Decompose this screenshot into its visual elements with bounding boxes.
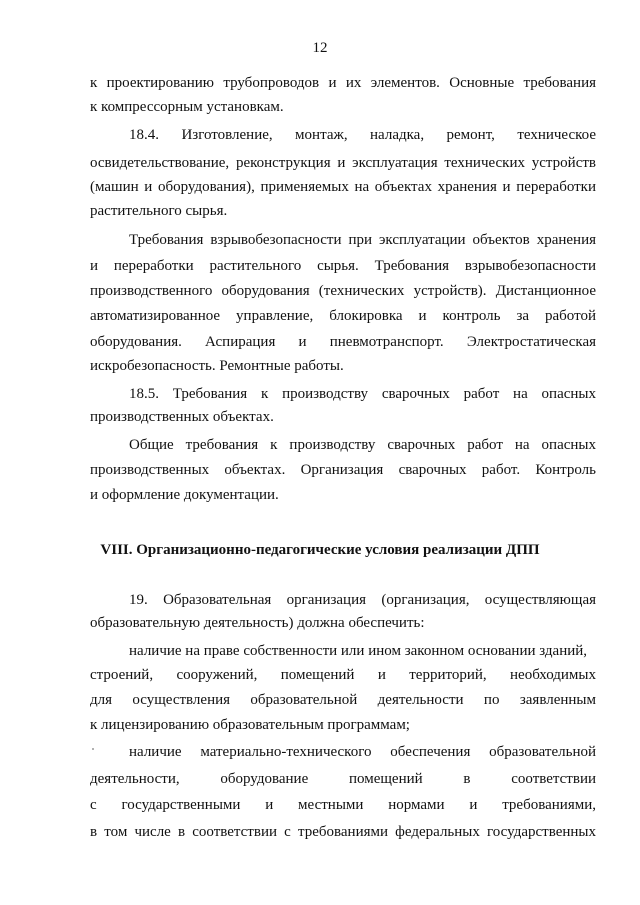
paragraph-line: к лицензированию образовательным программам; xyxy=(90,717,410,733)
paragraph-line: образовательную деятельность) должна обеспечить: xyxy=(90,615,425,631)
paragraph-line: производственных объектах. xyxy=(90,409,274,425)
paragraph-line: к проектированию трубопроводов и их элементов. Основные требования xyxy=(90,75,596,91)
paragraph-line: в том числе в соответствии с требованиями федеральных государственных xyxy=(90,824,596,840)
paragraph-line: строений, сооружений, помещений и территорий, необходимых xyxy=(90,667,596,683)
paragraph-line: наличие материально-технического обеспечения образовательной xyxy=(129,744,596,760)
paragraph-line: Общие требования к производству сварочных работ на опасных xyxy=(129,437,596,453)
paragraph-line: оборудования. Аспирация и пневмотранспорт. Электростатическая xyxy=(90,334,596,350)
paragraph-line: к компрессорным установкам. xyxy=(90,99,284,115)
paragraph-line: автоматизированное управление, блокировка и контроль за работой xyxy=(90,308,596,324)
paragraph-line: 18.5. Требования к производству сварочных работ на опасных xyxy=(129,386,596,402)
page-number: 12 xyxy=(312,40,328,56)
section-heading: VIII. Организационно-педагогические условия реализации ДПП xyxy=(100,542,540,558)
paragraph-line: и оформление документации. xyxy=(90,487,279,503)
paragraph-line: освидетельствование, реконструкция и эксплуатация технических устройств xyxy=(90,155,596,171)
paragraph-line: Требования взрывобезопасности при эксплуатации объектов хранения xyxy=(129,232,596,248)
paragraph-line: 19. Образовательная организация (организация, осуществляющая xyxy=(129,592,596,608)
paragraph-line: искробезопасность. Ремонтные работы. xyxy=(90,358,344,374)
paragraph-line: растительного сырья. xyxy=(90,203,228,219)
paragraph-line: деятельности, оборудование помещений в соответствии xyxy=(90,771,596,787)
paragraph-line: 18.4. Изготовление, монтаж, наладка, ремонт, техническое xyxy=(129,127,596,143)
paragraph-line: и переработки растительного сырья. Требования взрывобезопасности xyxy=(90,258,596,274)
paragraph-line: производственного оборудования (технических устройств). Дистанционное xyxy=(90,283,596,299)
paragraph-line: для осуществления образовательной деятельности по заявленным xyxy=(90,692,596,708)
paragraph-line: с государственными и местными нормами и требованиями, xyxy=(90,797,596,813)
paragraph-line: (машин и оборудования), применяемых на объектах хранения и переработки xyxy=(90,179,596,195)
scan-speck xyxy=(92,748,94,750)
paragraph-line: наличие на праве собственности или ином законном основании зданий, xyxy=(129,643,588,659)
paragraph-line: производственных объектах. Организация сварочных работ. Контроль xyxy=(90,462,596,478)
